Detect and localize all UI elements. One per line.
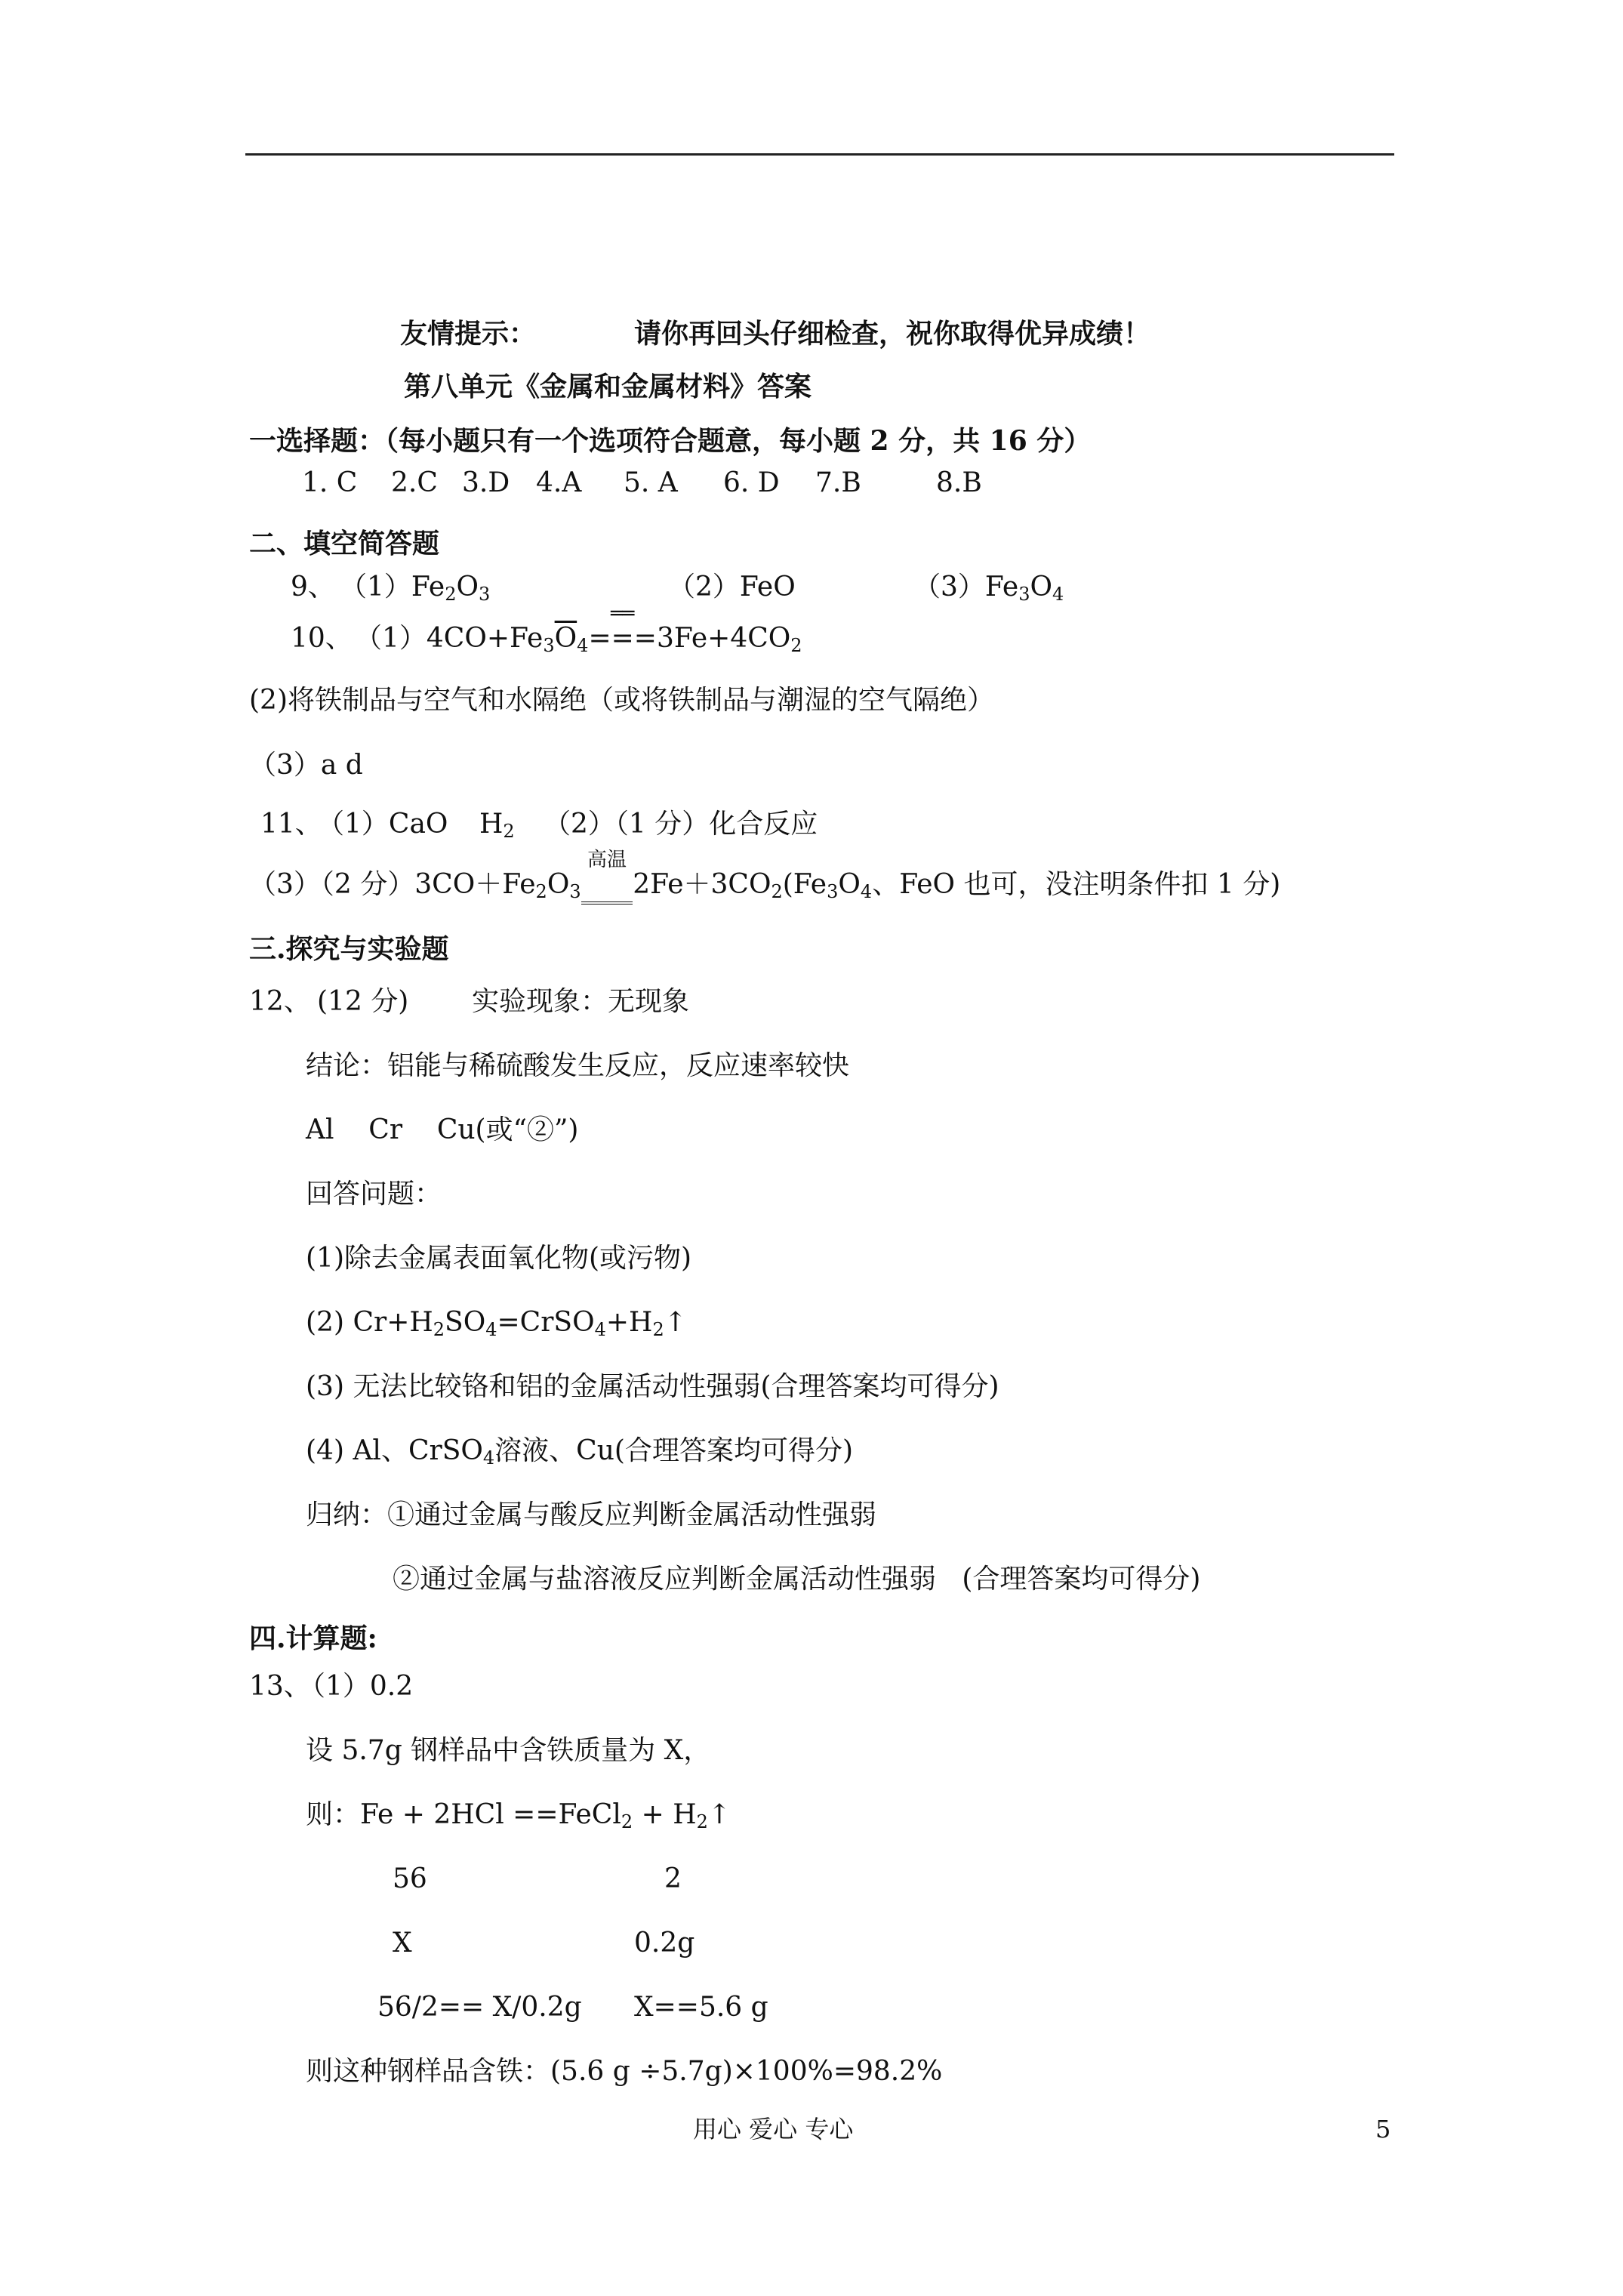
q12-phenomenon: 实验现象：无现象 xyxy=(472,986,690,1017)
footer-motto: 用心 爱心 专心 xyxy=(693,2115,854,2143)
q10-answer-2: (2)将铁制品与空气和水隔绝（或将铁制品与潮湿的空气隔绝） xyxy=(249,685,994,716)
choice-answer-2: 2.C xyxy=(391,467,438,498)
q13-result: X==5.6 g xyxy=(634,1992,768,2023)
choice-answer-5: 5. A xyxy=(624,467,678,498)
hint-label: 友情提示： xyxy=(400,318,537,350)
q12-summary-2: ②通过金属与盐溶液反应判断金属活动性强弱 (合理答案均可得分) xyxy=(393,1564,1201,1595)
q11-answer-2: （2）（1 分）化合反应 xyxy=(544,809,818,840)
choice-answer-6: 6. D xyxy=(723,467,780,498)
q12-response-3: (3) 无法比较铬和铝的金属活动性强弱(合理答案均可得分) xyxy=(306,1371,999,1402)
q11-condition: 高温 xyxy=(587,849,627,871)
page-number: 5 xyxy=(1375,2115,1391,2143)
header-rule xyxy=(245,153,1394,156)
q10-answer-1: $(1)4CO+Fe_3\overline{O}_4$ ══ $===3Fe+4CO_2$ xyxy=(355,603,802,656)
hint-text: 请你再回头仔细检查，祝你取得优异成绩！ xyxy=(634,318,1151,350)
choice-answer-3: 3.D xyxy=(462,467,510,498)
q12-response-2: (2) $Cr+H_2SO_4=CrSO_4+H_2↑$ xyxy=(306,1307,687,1340)
q9-number: 9、 xyxy=(291,572,335,603)
choice-answer-8: 8.B xyxy=(936,467,982,498)
q13-molar-h2: 2 xyxy=(664,1863,682,1894)
q12-ask: 回答问题： xyxy=(306,1179,442,1210)
q12-response-4: (4) Al、CrSO$_4$溶液、Cu(合理答案均可得分) xyxy=(306,1435,853,1469)
q9-answer-2: （2）FeO xyxy=(668,572,796,603)
q12-score: (12 分) xyxy=(317,986,409,1017)
q10-condition-bar: ══ xyxy=(611,603,635,625)
q11-answer-1: （1）CaO xyxy=(317,809,448,840)
q11-number: 11、 xyxy=(260,809,322,840)
section-2-heading: 二、填空简答题 xyxy=(249,528,440,559)
section-4-heading: 四.计算题: xyxy=(249,1623,377,1654)
q11-answer-3: （3）（2 分）$3CO+Fe_2O_3$ 高温 $2Fe+3CO_2(Fe_3O_4$、FeO 也可，没注明条件扣 1 分) xyxy=(249,868,1280,905)
q11-reaction-arrow xyxy=(581,868,633,905)
q12-summary-1: 归纳：①通过金属与酸反应判断金属活动性强弱 xyxy=(306,1499,877,1530)
q13-mass-h2: 0.2g xyxy=(634,1928,695,1959)
q13-answer-1: （1）0.2 xyxy=(298,1671,414,1702)
choice-answer-4: 4.A xyxy=(536,467,582,498)
q11-answer-1-h2: $H_2$ xyxy=(479,809,515,842)
q10-answer-3: （3）a d xyxy=(249,750,363,781)
q13-number: 13、 xyxy=(249,1671,311,1702)
q13-final: 则这种钢样品含铁：(5.6 g ÷5.7g)×100%=98.2% xyxy=(306,2056,943,2087)
q12-response-1: (1)除去金属表面氧化物(或污物) xyxy=(306,1243,692,1274)
q13-setup: 设 5.7g 钢样品中含铁质量为 X， xyxy=(306,1735,711,1766)
page-title: 第八单元《金属和金属材料》答案 xyxy=(404,371,812,402)
section-3-heading: 三.探究与实验题 xyxy=(249,933,449,965)
q13-ratio: 56/2== X/0.2g xyxy=(377,1992,582,2023)
q13-molar-fe: 56 xyxy=(393,1863,427,1894)
q10-number: 10、 xyxy=(291,623,353,654)
q9-answer-1: $(1)Fe_2O_3$ xyxy=(340,572,491,605)
q9-answer-3: $(3)Fe_3O_4$ xyxy=(913,572,1064,605)
choice-answer-1: 1. C xyxy=(302,467,358,498)
q12-conclusion: 结论：铝能与稀硫酸发生反应，反应速率较快 xyxy=(306,1050,850,1081)
q12-number: 12、 xyxy=(249,986,311,1017)
q13-unknown-x: X xyxy=(393,1928,412,1959)
choice-answer-7: 7.B xyxy=(815,467,861,498)
section-1-heading: 一选择题：（每小题只有一个选项符合题意，每小题 2 分，共 16 分） xyxy=(249,425,1092,457)
q13-equation: 则：Fe + 2HCl ==FeCl$_2$ + $H_2↑$ xyxy=(306,1799,731,1832)
q12-order: Al Cr Cu(或“②”) xyxy=(306,1114,579,1145)
